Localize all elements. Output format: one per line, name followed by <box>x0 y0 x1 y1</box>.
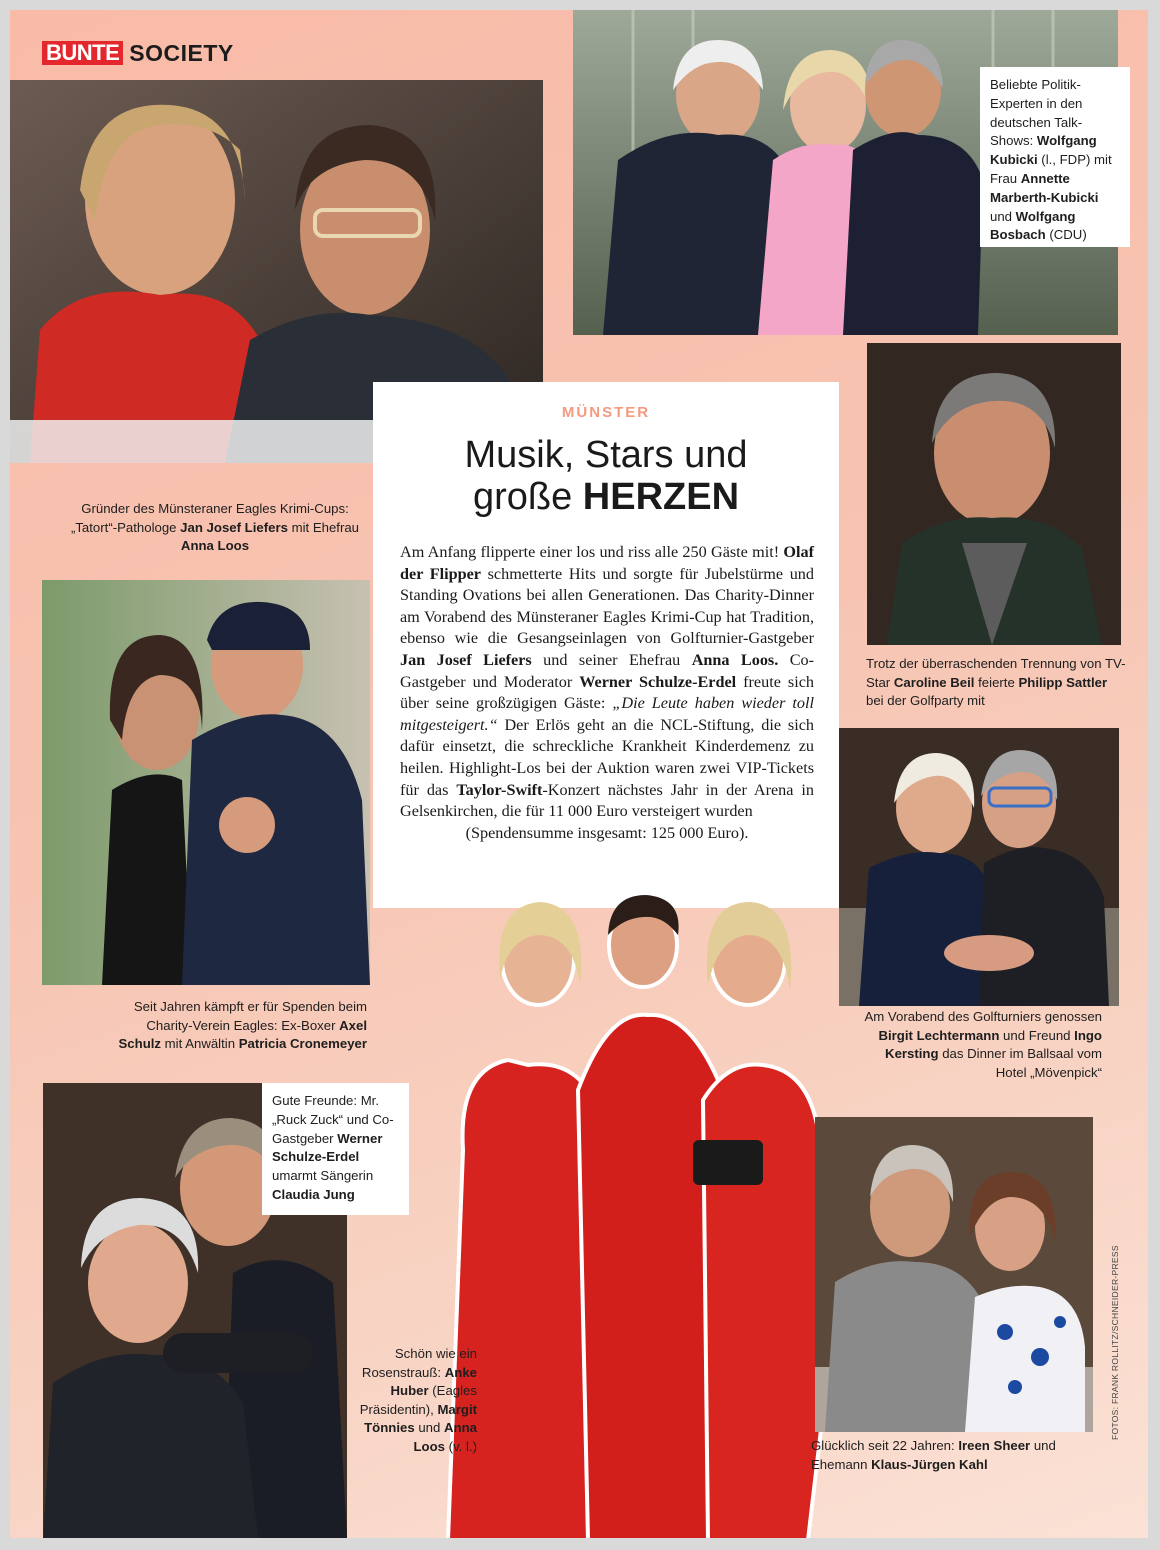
photo-sattler <box>867 343 1121 645</box>
masthead <box>42 40 234 66</box>
caption-schulz: Seit Jahren kämpft er für Spenden beim Charity-Verein Eagles: Ex-Boxer Axel Schulz mit Anwältin Patricia Cronemeyer <box>118 999 367 1051</box>
article-body-last: (Spendensumme insgesamt: 125 000 Euro). <box>465 823 749 842</box>
headline-line-1: Musik, Stars und <box>464 434 748 476</box>
photo-lechtermann-kersting <box>839 728 1119 1006</box>
photo-schulz-cronemeyer <box>42 580 370 985</box>
caption-kubicki: Beliebte Politik-Experten in den deutschen Talk-Shows: Wolfgang Kubicki (l., FDP) mit Frau Annette Marberth-Kubicki und Wolfgang Bosbach (CDU) <box>980 67 1130 247</box>
caption-lechtermann: Am Vorabend des Golfturniers genossen Birgit Lechtermann und Freund Ingo Kersting das Dinner im Ballsaal vom Hotel „Mövenpick“ <box>864 1009 1102 1080</box>
caption-rosen: Schön wie ein Rosenstrauß: Anke Huber (Eagles Präsidentin), Margit Tönnies und Anna Loos (v. l.) <box>359 1346 477 1454</box>
caption-schulze-erdel: Gute Freunde: Mr. „Ruck Zuck“ und Co-Gastgeber Werner Schulze-Erdel umarmt Sängerin Claudia Jung <box>262 1083 409 1215</box>
article-body <box>400 542 814 844</box>
caption-sattler: Trotz der überraschenden Trennung von TV-Star Caroline Beil feierte Philipp Sattler bei der Golfparty mit <box>866 656 1126 708</box>
bunte-logo: BUNTE <box>42 41 123 65</box>
article-kicker: MÜNSTER <box>561 404 651 421</box>
caption-sheer: Glücklich seit 22 Jahren: Ireen Sheer und Ehemann Klaus-Jürgen Kahl <box>811 1438 1056 1472</box>
article-headline <box>373 434 839 518</box>
section-title: SOCIETY <box>129 39 234 66</box>
headline-line-2: große HERZEN <box>472 476 740 518</box>
photo-sheer-kahl <box>815 1117 1093 1432</box>
magazine-page <box>10 10 1148 1538</box>
article-box <box>373 382 839 908</box>
article-body-main: Am Anfang flipperte einer los und riss alle 250 Gäste mit! Olaf der Flipper schmetterte Hits und sorgte für Jubelstürme und Standing Ovations bei allen Generationen. Das Charity-Dinner am Vorabend des Münsteraner Eagles Krimi-Cup hat Tradition, ebenso wie die Gesangseinlagen von Golfturnier-Gastgeber Jan Josef Liefers und seiner Ehefrau Anna Loos. Co-Gastgeber und Moderator Werner Schulze-Erdel freute sich über seine großzügigen Gäste: „Die Leute haben wieder toll mitgesteigert.“ Der Erlös geht an die NCL-Stiftung, die sich dafür einsetzt, die schreckliche Krankheit Kinderdemenz zu heilen. Highlight-Los bei der Auktion waren zwei VIP-Tickets für das Taylor-Swift-Konzert nächstes Jahr in der Arena in Gelsenkirchen, die für 11 000 Euro versteigert wurden <box>400 543 814 821</box>
caption-liefers: Gründer des Münsteraner Eagles Krimi-Cups: „Tatort“-Pathologe Jan Josef Liefers mit Ehefrau Anna Loos <box>70 501 360 553</box>
photo-credit: FOTOS: FRANK ROLLITZ/SCHNEIDER-PRESS <box>1110 1245 1120 1440</box>
photo-huber-toennies-loos <box>438 890 848 1538</box>
